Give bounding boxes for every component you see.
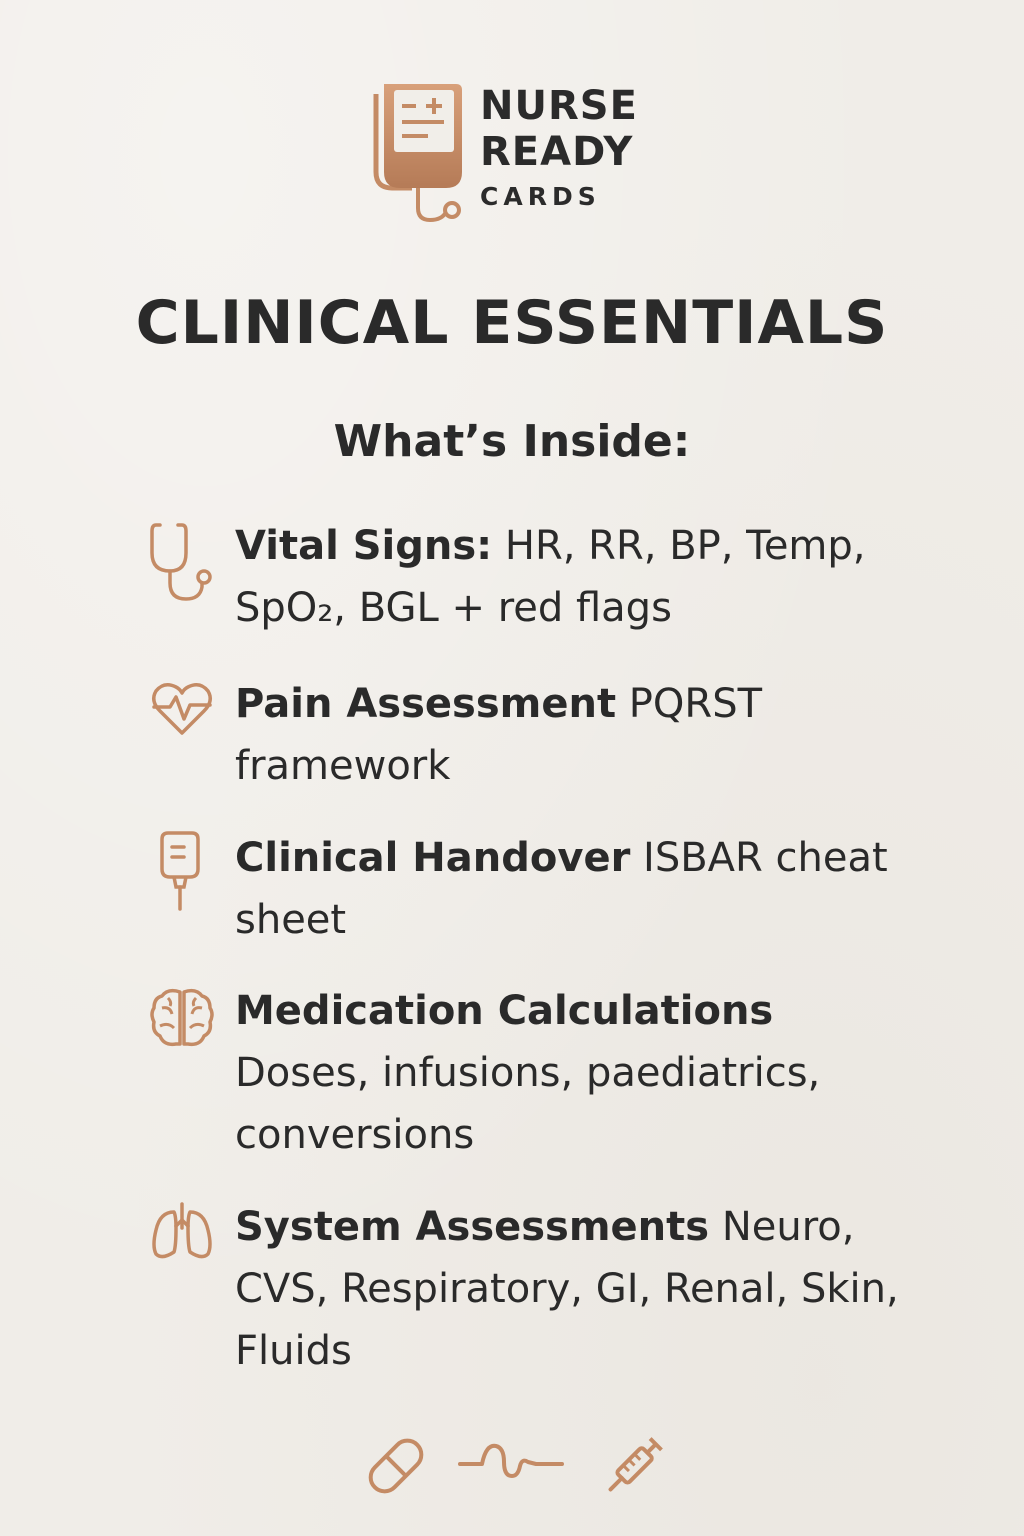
brand-line-3: CARDS [480, 182, 601, 211]
brain-icon [146, 982, 218, 1072]
item-heading: Vital Signs: [235, 523, 493, 569]
item-description: PQRST framework [235, 681, 763, 789]
clipboard-stethoscope-icon [372, 80, 468, 230]
item-heading: Medication Calculations [235, 988, 774, 1034]
syringe-icon [596, 1424, 676, 1504]
list-item-text [235, 673, 900, 797]
brand-line-1: NURSE [480, 83, 638, 129]
list-item-text [235, 980, 900, 1166]
list-item-text [235, 1196, 900, 1382]
brand-wordmark [480, 83, 638, 211]
iv-bag-icon [146, 829, 218, 919]
heart-pulse-icon [146, 675, 218, 765]
stethoscope-icon [146, 517, 218, 607]
item-heading: Pain Assessment [235, 681, 617, 727]
item-description: ISBAR cheat sheet [235, 835, 888, 943]
brand-logo [372, 80, 662, 230]
pulse-wave-icon [456, 1436, 566, 1486]
item-description: Doses, infusions, paediatrics, conversions [235, 1050, 821, 1158]
pill-icon [358, 1428, 434, 1504]
item-heading: System Assessments [235, 1204, 710, 1250]
section-subtitle: What’s Inside: [333, 416, 691, 467]
footer-icons [350, 1420, 680, 1510]
lungs-icon [146, 1198, 218, 1288]
brand-line-2: READY [480, 129, 634, 175]
item-description: Neuro, CVS, Respiratory, GI, Renal, Skin, Fluids [235, 1204, 899, 1374]
list-item-text [235, 827, 900, 951]
page-title: CLINICAL ESSENTIALS [135, 288, 889, 358]
item-description: HR, RR, BP, Temp, SpO₂, BGL + red flags [235, 523, 866, 631]
item-heading: Clinical Handover [235, 835, 631, 881]
list-item-text [235, 515, 900, 639]
